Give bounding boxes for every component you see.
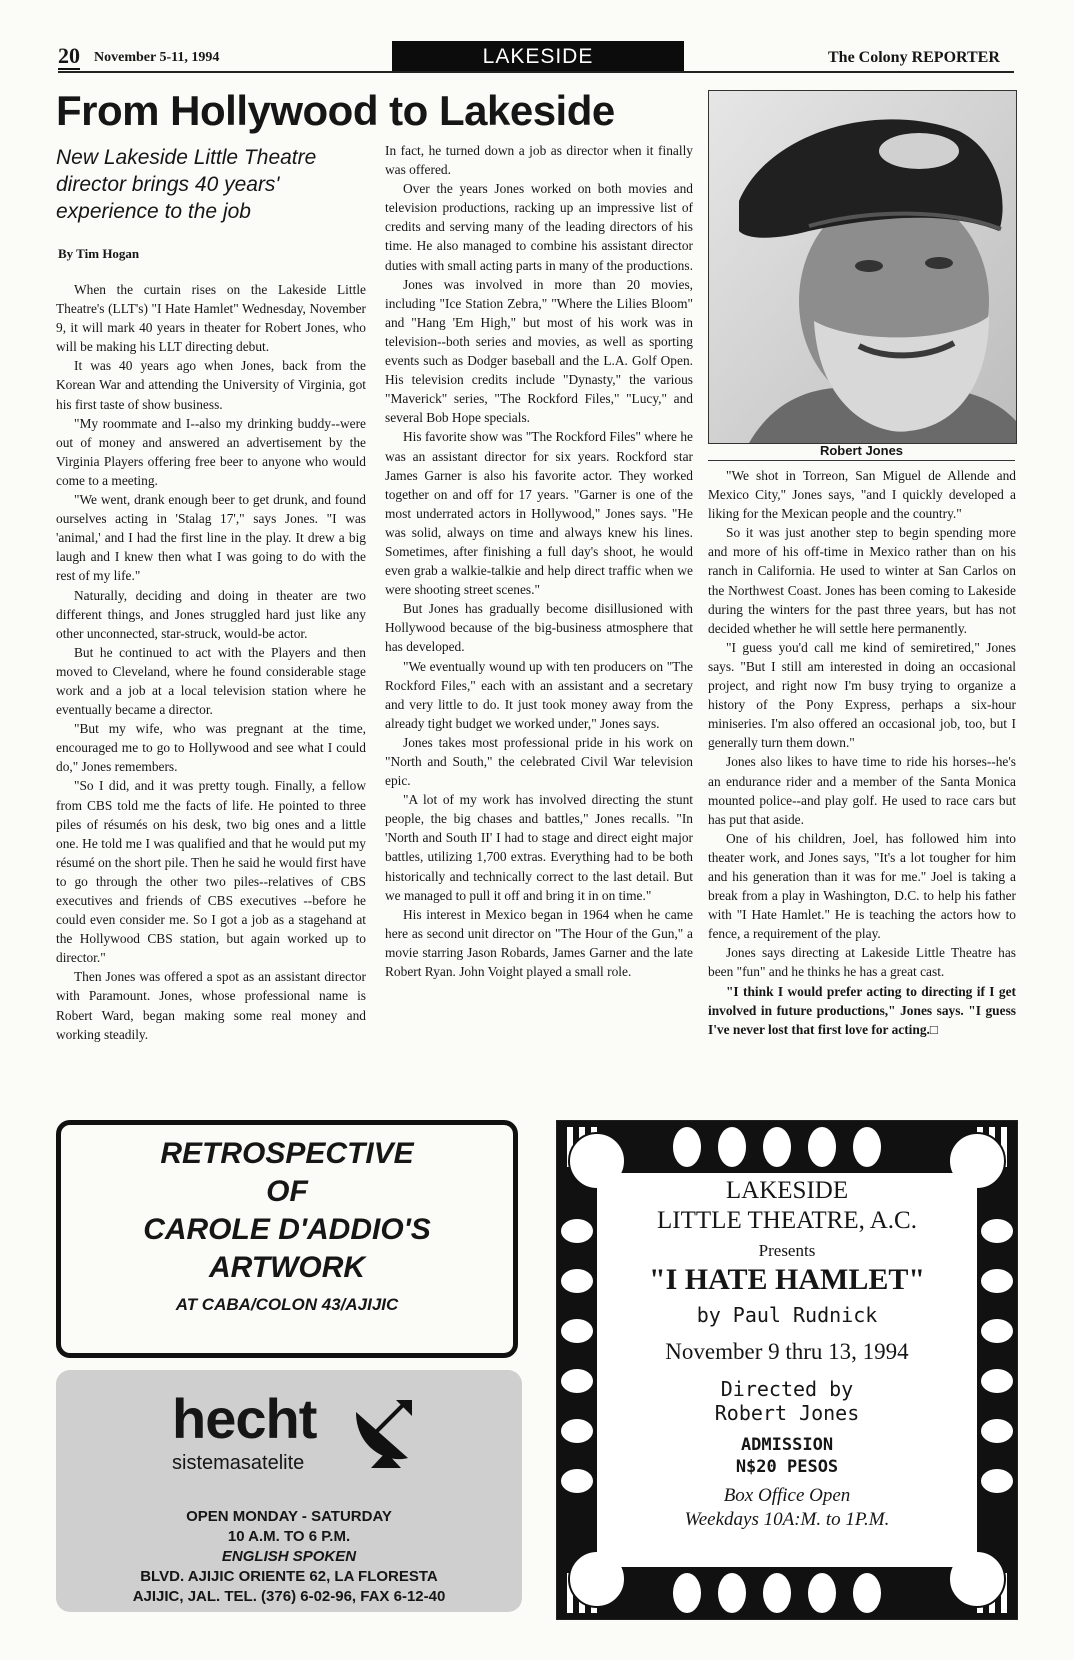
paragraph: "So I did, and it was pretty tough. Finally, a fellow from CBS told me the facts of life. He pointed to three piles of résumés on his desk, two big ones and a little one. He told me I was qualified and that he would put my résumé on the short pile. Then he said he would first have to go through the other two piles--relatives of CBS executives and friends of CBS executives --before he could even consider me. So I got a job as a stagehand at the Hollywood CBS station, but again worked up to director." (56, 778, 366, 966)
theatre-ad (556, 1120, 1018, 1620)
paragraph: When the curtain rises on the Lakeside Little Theatre's (LLT's) "I Hate Hamlet" Wednesday, November 9, it will mark 40 years in theater for Robert Jones, who will be making his LLT directing debut. (56, 282, 366, 355)
hecht-hours-days: OPEN MONDAY - SATURDAY (186, 1508, 392, 1525)
page-number: 20 (58, 43, 80, 68)
portrait-photo (708, 90, 1017, 444)
article-column-1 (56, 280, 366, 1044)
header-rule (58, 71, 1014, 73)
theatre-ad-panel (597, 1173, 977, 1567)
paragraph: "My roommate and I--also my drinking buddy--were out of money and answered an advertisement by the Virginia Players offering free beer to anyone who would come to a meeting. (56, 415, 366, 488)
issue-date: November 5-11, 1994 (94, 50, 220, 65)
ad-line: RETROSPECTIVE (160, 1137, 414, 1170)
director-name: Robert Jones (714, 1401, 860, 1425)
paragraph: Over the years Jones worked on both movies and television productions, racking up an impressive list of credits and serving many of the leading directors of his time. He also managed to combine his assistant director duties with small acting parts in many of the productions. (385, 181, 693, 273)
paragraph: It was 40 years ago when Jones, back from the Korean War and attending the University of Virginia, got his first taste of show business. (56, 358, 366, 412)
theatre-name-2: LITTLE THEATRE, A.C. (657, 1207, 917, 1234)
paragraph: "I think I would prefer acting to directing if I get involved in future productions," Jones says. "I guess I've never lost that first love for acting.□ (708, 983, 1016, 1037)
theatre-name-1: LAKESIDE (725, 1177, 849, 1204)
hecht-address: BLVD. AJIJIC ORIENTE 62, LA FLORESTA (140, 1568, 438, 1585)
paragraph: "We eventually wound up with ten producers on "The Rockford Files," each with an assistant and a secretary and very little to do. It just took money away from the already tight budget we worked under," Jones says. (385, 658, 693, 731)
hecht-tagline: sistemasatelite (172, 1452, 305, 1474)
hecht-phone: AJIJIC, JAL. TEL. (376) 6-02-96, FAX 6-12-40 (132, 1588, 446, 1605)
hecht-hours-times: 10 A.M. TO 6 P.M. (227, 1528, 351, 1545)
paragraph: Naturally, deciding and doing in theater are two different things, and Jones struggled hard just like any other unconnected, star-struck, would-be actor. (56, 587, 366, 641)
box-office-hours: Weekdays 10A:M. to 1P.M. (684, 1509, 890, 1530)
box-office-label: Box Office Open (723, 1485, 851, 1506)
paragraph: Jones was involved in more than 20 movies, including "Ice Station Zebra," "Where the Lilies Bloom" and "Hang 'Em High," but most of his work was in television--both series and movies, as well as sporting events such as Dodger baseball and the L.A. Golf Open. His television credits include "Dynasty," the various "Maverick" series, "The Rockford Files," "Lucy," and several Bob Hope specials. (385, 276, 693, 426)
section-banner: LAKESIDE (392, 41, 684, 72)
paragraph: "But my wife, who was pregnant at the time, encouraged me to go to Hollywood and see what I could do," Jones remembers. (56, 721, 366, 775)
article-subhead: New Lakeside Little Theatre director brings 40 years' experience to the job (56, 146, 317, 223)
paragraph: "A lot of my work has involved directing the stunt people, the big chases and battles," Jones recalls. "In 'North and South II' I had to stage and direct eight major battles, utilizing 1,700 extras. Everything had to be both historically and technically correct to the last detail. But we managed to pull it off and bring it in on time." (385, 792, 693, 903)
hecht-logo: hecht (172, 1387, 317, 1450)
directed-by-label: Directed by (720, 1377, 854, 1401)
paragraph: "We went, drank enough beer to get drunk, and found ourselves acting in 'Stalag 17'," says Jones. "I was 'animal,' and I had the first line in the play. It drew a big laugh and I knew then what I was going to do with the rest of my life." (56, 492, 366, 584)
photo-caption: Robert Jones (708, 443, 1015, 461)
satellite-dish-icon (346, 1392, 426, 1472)
paragraph: Jones takes most professional pride in his work on "North and South," the celebrated Civil War television epic. (385, 734, 693, 789)
paragraph: One of his children, Joel, has followed him into theater work, and Jones says, "It's a lot tougher for him and his generation than it was for me." Joel is taking a break from a play in Washington, D.C. to help his father with "I Hate Hamlet." He is teaching the actors how to fence, a requirement of the play. (708, 830, 1016, 942)
ad-line: CAROLE D'ADDIO'S (143, 1213, 431, 1246)
paragraph: "We shot in Torreon, San Miguel de Allende and Mexico City," Jones says, "and I quickly developed a liking for the Mexican people and the country." (708, 468, 1016, 522)
paragraph: Then Jones was offered a spot as an assistant director with Paramount. Jones, whose professional name is Robert Ward, began making some real money and working steadily. (56, 969, 366, 1042)
admission-label: ADMISSION (740, 1435, 834, 1455)
article-column-3 (708, 466, 1016, 1039)
article-headline: From Hollywood to Lakeside (56, 87, 615, 134)
admission-price: N$20 PESOS (735, 1457, 839, 1477)
play-title: "I HATE HAMLET" (648, 1263, 926, 1296)
paragraph: So it was just another step to begin spending more and more of his off-time in Mexico rather than on his ranch in California. He used to winter at San Carlos on the Northwest Coast. Jones has been coming to Lakeside during the winters for the past three years, but has not decided whether he will settle here permanently. (708, 525, 1016, 636)
play-author: by Paul Rudnick (696, 1303, 878, 1327)
hecht-ad (56, 1370, 522, 1612)
play-dates: November 9 thru 13, 1994 (665, 1339, 909, 1364)
paragraph: In fact, he turned down a job as director when it finally was offered. (385, 143, 693, 178)
ad-line: OF (266, 1175, 308, 1208)
paragraph: "I guess you'd call me kind of semiretired," Jones says. "But I still am interested in doing an occasional project, and right now I'm busy trying to organize a history of the Pony Express, perhaps a six-hour miniseries. I'm also offered an occasional job, too, but I generally turn them down." (708, 639, 1016, 751)
article-column-2 (385, 141, 693, 981)
presents-label: Presents (758, 1241, 816, 1260)
paragraph: His favorite show was "The Rockford Files" where he was an assistant director for six years. Rockford star James Garner is also his favorite actor. They worked together on and off for 17 years. "Garner is one of the most underrated actors in Hollywood," Jones says. "He was solid, always on time and always knew his lines. Sometimes, after finishing a full day's shoot, he would even grab a walkie-talkie and help direct traffic when we were shooting street scenes." (385, 429, 693, 598)
ad-address: AT CABA/COLON 43/AJIJIC (175, 1295, 399, 1314)
paragraph: But Jones has gradually become disillusioned with Hollywood because of the big-business atmosphere that has developed. (385, 601, 693, 655)
hecht-english: ENGLISH SPOKEN (221, 1548, 357, 1565)
paragraph: But he continued to act with the Players and then moved to Cleveland, where he found considerable stage work and a job at a local television station where he eventually became a director. (56, 644, 366, 718)
paragraph: His interest in Mexico began in 1964 when he came here as second unit director on "The Hour of the Gun," a movie starring Jason Robards, James Garner and the late Robert Ryan. John Voight played a small role. (385, 906, 693, 980)
paragraph: Jones also likes to have time to ride his horses--he's an endurance rider and a member of the Santa Monica mounted police--and play golf. He used to race cars but has put that aside. (708, 754, 1016, 827)
publication-name: The Colony REPORTER (828, 49, 1000, 66)
article-byline: By Tim Hogan (58, 246, 140, 261)
paragraph: Jones says directing at Lakeside Little Theatre has been "fun" and he thinks he has a great cast. (708, 945, 1016, 980)
retrospective-ad (56, 1120, 518, 1358)
ad-line: ARTWORK (208, 1251, 366, 1284)
